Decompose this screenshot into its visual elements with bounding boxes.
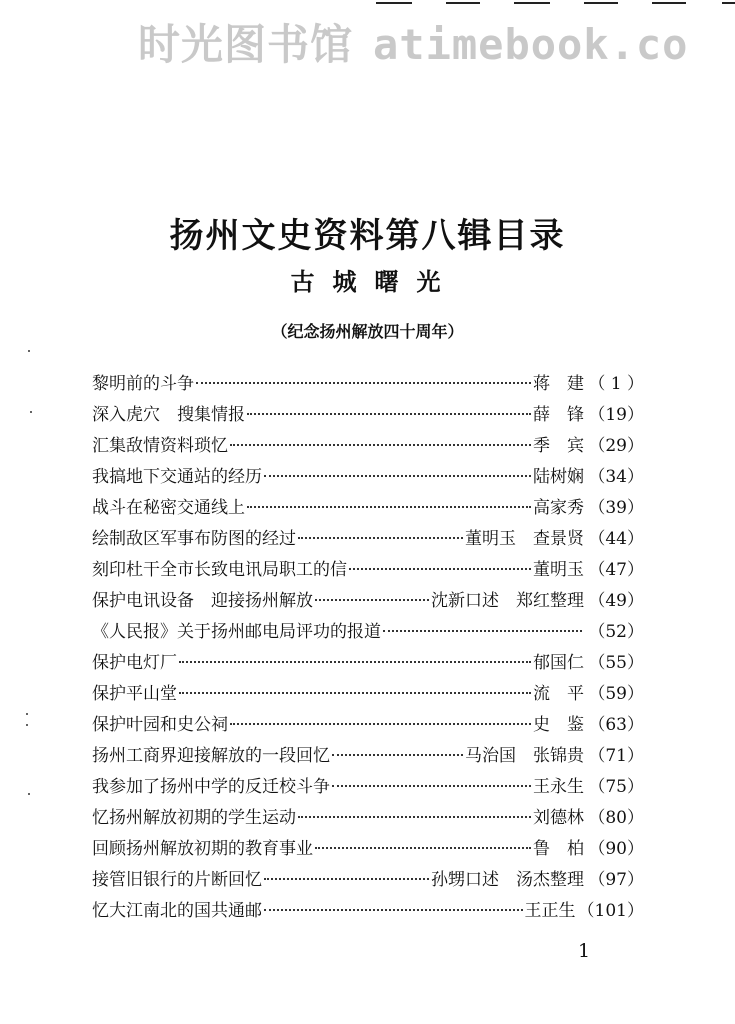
toc-entry-author: 鲁 柏 [533,839,584,859]
toc-leader-dots [332,785,531,787]
toc-entry-page: （ 1 ） [588,374,644,394]
toc-leader-dots [230,723,531,725]
toc-entry-page: （34） [588,467,644,487]
toc-entry-page: （39） [588,498,644,518]
toc-entry-page: （59） [588,684,644,704]
toc-leader-dots [247,506,531,508]
toc-entry [92,524,644,555]
toc-entry-page: （19） [588,405,644,425]
toc-entry-title: 回顾扬州解放初期的教育事业 [92,839,313,859]
toc-entry-page: （47） [588,560,644,580]
toc-entry-title: 深入虎穴 搜集情报 [92,405,245,425]
toc-entry-author: 蒋 建 [533,374,584,394]
toc-entry-page: （29） [588,436,644,456]
toc-entry-author: 史 鉴 [533,715,584,735]
toc-entry-author: 季 宾 [533,436,584,456]
toc-leader-dots [179,661,531,663]
toc-entry-author: 王永生 [533,777,584,797]
toc-leader-dots [230,444,531,446]
toc-entry-page: （90） [588,839,644,859]
toc-leader-dots [196,382,531,384]
toc-entry-title: 汇集敌情资料琐忆 [92,436,228,456]
toc-entry [92,648,644,679]
toc-entry-author: 孙甥口述 汤杰整理 [431,870,584,890]
toc-leader-dots [264,909,523,911]
toc-leader-dots [179,692,531,694]
toc-leader-dots [247,413,531,415]
toc-entry [92,896,644,927]
toc-entry-page: （63） [588,715,644,735]
toc-entry-author: 高家秀 [533,498,584,518]
toc-entry-title: 战斗在秘密交通线上 [92,498,245,518]
toc-entry-author: 王正生 [524,901,576,921]
watermark-text: 时光图书馆 [138,20,354,69]
toc-entry-title: 扬州工商界迎接解放的一段回忆 [92,746,330,766]
toc-leader-dots [315,847,531,849]
subtitle-note: （纪念扬州解放四十周年） [271,322,464,341]
toc-entry-page: （80） [588,808,644,828]
toc-entry-title: 忆大江南北的国共通邮 [92,901,262,921]
toc-entry-page: （75） [588,777,644,797]
toc-entry-page: （55） [588,653,644,673]
toc-entry-author: 董明玉 [533,560,584,580]
toc-leader-dots [298,537,463,539]
toc-entry [92,431,644,462]
toc-entry [92,834,644,865]
toc-leader-dots [264,475,531,477]
toc-entry-author: 刘德林 [533,808,584,828]
toc-entry-author: 董明玉 查景贤 [465,529,584,549]
toc-entry-page: （52） [588,622,644,642]
toc-entry-author: 流 平 [533,684,584,704]
toc-entry [92,493,644,524]
watermark [138,12,688,72]
toc-entry [92,617,644,648]
toc-entry [92,803,644,834]
toc-entry [92,865,644,896]
toc-entry-title: 绘制敌区军事布防图的经过 [92,529,296,549]
toc-entry-title: 我搞地下交通站的经历 [92,467,262,487]
toc-leader-dots [383,630,582,632]
toc-entry-page: （101） [577,901,644,921]
toc-entry-author: 马治国 张锦贵 [465,746,584,766]
toc-entry-page: （71） [588,746,644,766]
toc-entry-title: 保护电灯厂 [92,653,177,673]
page-subtitle: 古城曙光 [290,268,459,296]
toc-entry-author: 薛 锋 [533,405,584,425]
toc-leader-dots [315,599,429,601]
toc-entry [92,586,644,617]
table-of-contents [92,369,644,927]
toc-entry-title: 黎明前的斗争 [92,374,194,394]
toc-entry-title: 保护平山堂 [92,684,177,704]
toc-entry-title: 保护电讯设备 迎接扬州解放 [92,591,313,611]
toc-entry-page: （97） [588,870,644,890]
watermark-url: atimebook.co [373,20,689,69]
toc-entry-title: 接管旧银行的片断回忆 [92,870,262,890]
toc-entry-page: （44） [588,529,644,549]
toc-entry-title: 刻印杜干全市长致电讯局职工的信 [92,560,347,580]
toc-entry [92,741,644,772]
toc-entry-author: 郁国仁 [533,653,584,673]
page-number: 1 [578,940,591,962]
toc-entry-title: 《人民报》关于扬州邮电局评功的报道 [92,622,381,642]
toc-entry [92,462,644,493]
toc-entry [92,772,644,803]
toc-entry-page: （49） [588,591,644,611]
toc-leader-dots [298,816,531,818]
top-edge-marks [0,0,735,8]
toc-entry-title: 保护叶园和史公祠 [92,715,228,735]
toc-leader-dots [332,754,463,756]
toc-entry [92,710,644,741]
toc-entry [92,369,644,400]
toc-entry-title: 忆扬州解放初期的学生运动 [92,808,296,828]
toc-entry [92,555,644,586]
toc-leader-dots [264,878,429,880]
toc-entry-title: 我参加了扬州中学的反迁校斗争 [92,777,330,797]
toc-entry [92,400,644,431]
page-title: 扬州文史资料第八辑目录 [169,216,566,256]
toc-entry-author: 陆树娴 [533,467,584,487]
toc-entry-author: 沈新口述 郑红整理 [431,591,584,611]
toc-entry [92,679,644,710]
toc-leader-dots [349,568,531,570]
